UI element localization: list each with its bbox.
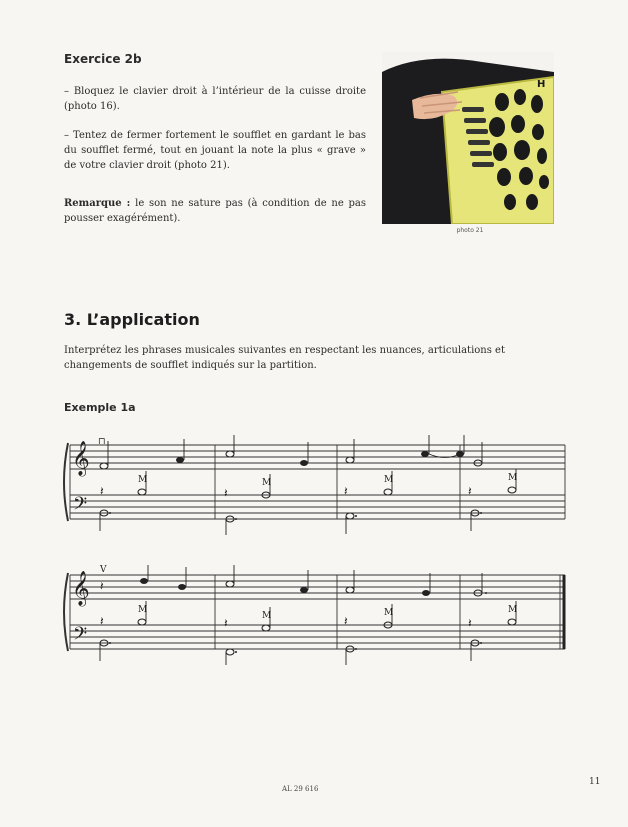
svg-text:𝄽: 𝄽 <box>224 616 228 630</box>
chord-symbol: M <box>262 478 272 488</box>
chord-symbol: M <box>138 605 148 615</box>
svg-text:𝄞: 𝄞 <box>72 441 90 476</box>
svg-text:𝄢: 𝄢 <box>73 494 88 519</box>
svg-text:𝄽: 𝄽 <box>100 579 104 593</box>
svg-text:𝄽: 𝄽 <box>224 486 228 500</box>
svg-text:𝄢: 𝄢 <box>73 624 88 649</box>
bellows-pull-mark: V <box>100 565 107 575</box>
exercise-title: Exercice 2b <box>64 52 142 66</box>
accordion-photo <box>382 52 554 224</box>
svg-text:𝄽: 𝄽 <box>344 614 348 628</box>
music-system-1 <box>60 435 570 535</box>
svg-text:𝄞: 𝄞 <box>72 571 90 606</box>
footer-code: AL 29 616 <box>282 785 319 793</box>
chord-symbol: M <box>384 475 394 485</box>
photo-caption: photo 21 <box>456 227 484 234</box>
svg-text:𝄽: 𝄽 <box>468 484 472 498</box>
svg-text:𝄽: 𝄽 <box>100 484 104 498</box>
example-title: Exemple 1a <box>64 401 136 414</box>
bellows-push-mark: ⊓ <box>98 437 106 447</box>
chord-symbol: M <box>138 475 148 485</box>
remark-paragraph <box>64 196 366 226</box>
svg-text:𝄽: 𝄽 <box>100 614 104 628</box>
instruction-paragraph-2: – Tentez de fermer fortement le soufflet en gardant le bas du soufflet fermé, tout en jouant la note la plus « grave » de votre clavier droit (photo 21). <box>64 130 366 171</box>
chord-symbol: M <box>508 605 518 615</box>
remark-label: Remarque : <box>64 198 131 209</box>
chord-symbol: M <box>508 473 518 483</box>
accordion-illustration <box>382 52 554 224</box>
page-number: 11 <box>589 777 601 787</box>
remark-text: le son ne sature pas (à condition de ne pas pousser exagérément). <box>64 198 366 224</box>
section-title: 3. L’application <box>64 310 200 329</box>
svg-text:𝄽: 𝄽 <box>468 616 472 630</box>
svg-text:H: H <box>537 79 546 90</box>
svg-text:𝄽: 𝄽 <box>344 484 348 498</box>
instruction-paragraph-1: – Bloquez le clavier droit à l’intérieur de la cuisse droite (photo 16). <box>64 86 366 112</box>
music-system-2 <box>60 565 570 665</box>
section-intro: Interprétez les phrases musicales suivantes en respectant les nuances, articulations et changements de soufflet indiqués sur la partition. <box>64 345 505 371</box>
chord-symbol: M <box>384 608 394 618</box>
chord-symbol: M <box>262 611 272 621</box>
